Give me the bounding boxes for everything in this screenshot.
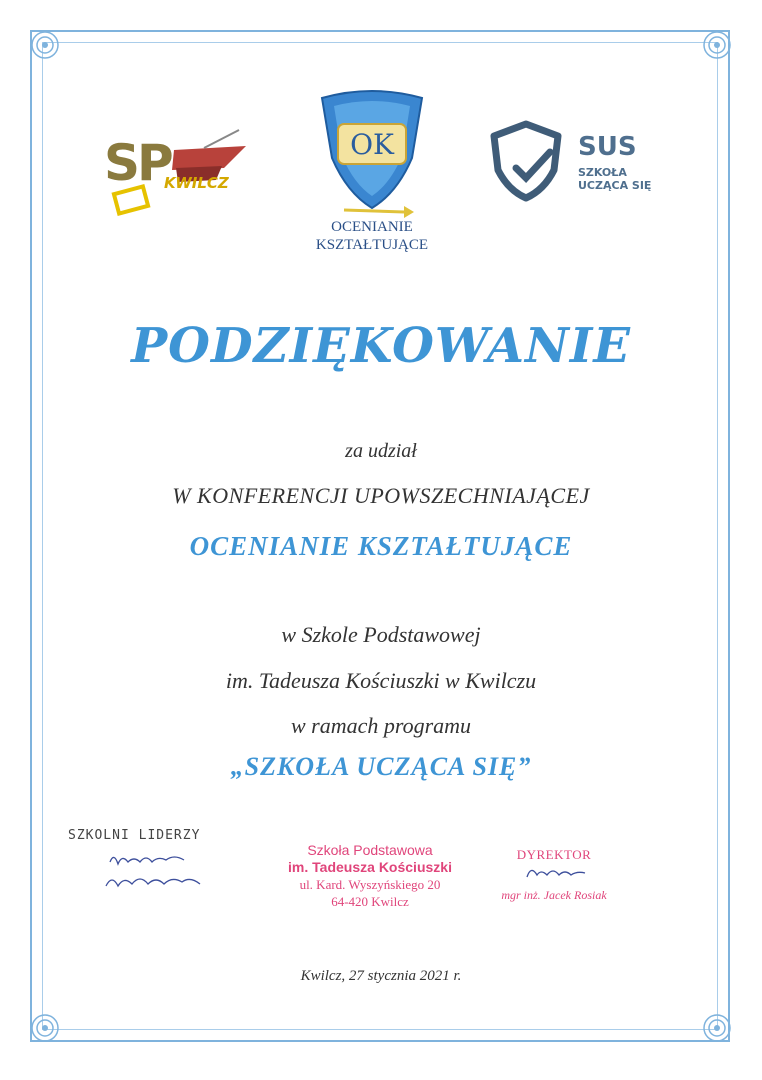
body-line-sus-program: „SZKOŁA UCZĄCA SIĘ” [230,752,532,781]
issue-date: Kwilcz, 27 stycznia 2021 r. [300,968,462,984]
ok-logo-line1: OCENIANIE [331,219,413,235]
sus-logo-abbr: SUS [578,132,637,162]
director-name: mgr inż. Jacek Rosiak [501,888,607,902]
stamp-line4: 64-420 Kwilcz [331,894,409,909]
sp-logo-town: KWILCZ [164,174,229,192]
certificate-title: PODZIĘKOWANIE [131,318,631,374]
sus-logo [488,118,658,208]
ocenianie-ksztaltujace-logo [312,88,432,268]
director-stamp [484,846,624,904]
stamp-line1: Szkoła Podstawowa [307,842,433,858]
corner-ornament-icon [702,30,732,60]
body-line-for-participation: za udział [345,440,417,462]
body-line-program-name: OCENIANIE KSZTAŁTUJĄCE [189,531,573,561]
director-title: DYREKTOR [516,847,592,862]
director-signature [509,863,599,883]
body-line-within-program: w ramach programu [290,713,472,738]
corner-ornament-icon [30,30,60,60]
leaders-label: SZKOLNI LIDERZY [68,828,201,843]
sus-logo-line2: UCZĄCA SIĘ [578,179,652,192]
sp-logo-letters: SP [104,134,171,192]
shield-check-icon [488,118,564,202]
body-line-conference: W KONFERENCJI UPOWSZECHNIAJĄCEJ [172,483,590,508]
stamp-line3: ul. Kard. Wyszyńskiego 20 [299,877,441,892]
ok-logo-mark: OK [350,128,394,161]
corner-ornament-icon [702,1013,732,1043]
body-line-school: w Szkole Podstawowej [281,622,481,647]
body-line-school-patron: im. Tadeusza Kościuszki w Kwilczu [225,668,537,693]
stamp-line2: im. Tadeusza Kościuszki [288,859,452,875]
ok-logo-line2: KSZTAŁTUJĄCE [315,237,429,253]
sus-logo-line1: SZKOŁA [578,166,627,179]
school-stamp [280,842,460,910]
sp-kwilcz-logo [104,128,254,218]
leaders-signature [100,848,220,898]
corner-ornament-icon [30,1013,60,1043]
